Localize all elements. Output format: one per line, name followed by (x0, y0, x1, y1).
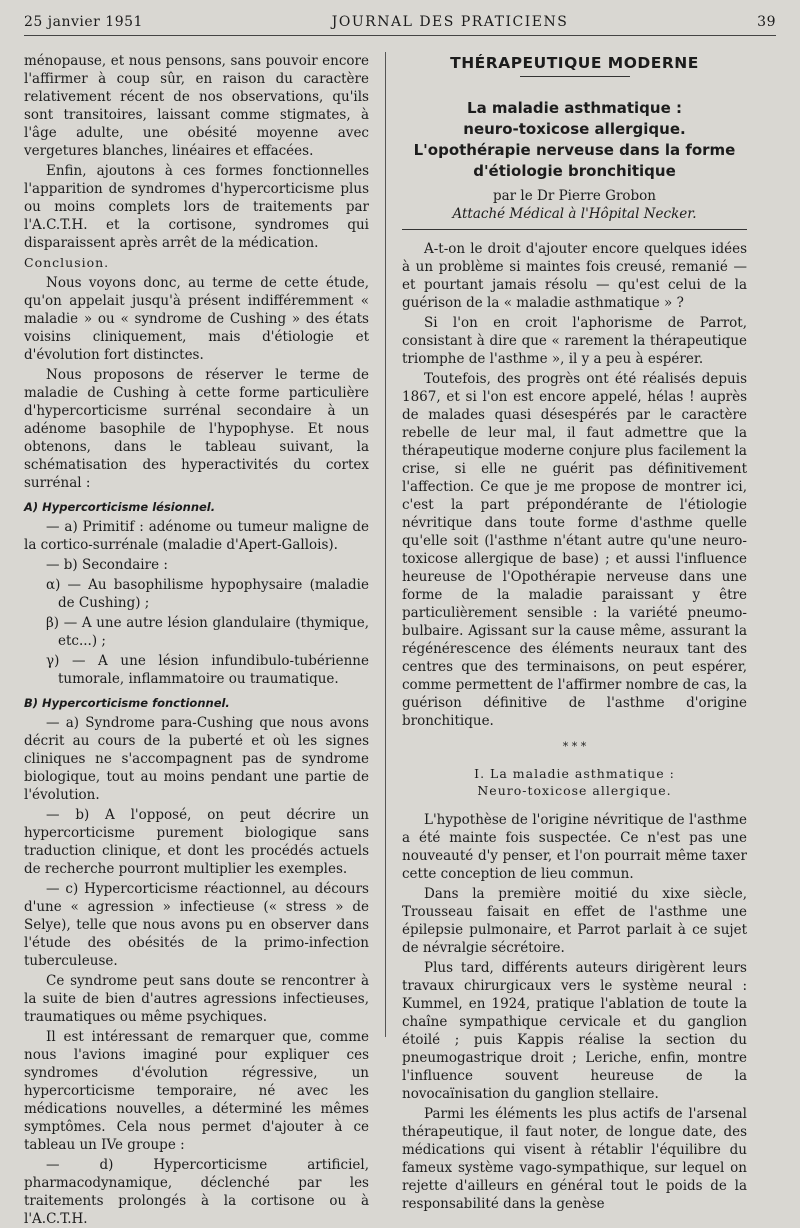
paragraph: Enfin, ajoutons à ces formes fonctionnelles l'apparition de syndromes d'hypercorticisme plus ou moins complets lors de traitements par l'A.C.T.H. et la cortisone, syndromes qui disparaissent après arrêt de la médication. (24, 163, 369, 251)
paragraph: Ce syndrome peut sans doute se rencontrer à la suite de bien d'autres agressions infectieuses, traumatiques ou même psychiques. (24, 973, 369, 1025)
subsection-heading-line-1: I. La maladie asthmatique : (474, 766, 675, 781)
paragraph: — a) Primitif : adénome ou tumeur maligne de la cortico-surrénale (maladie d'Apert-Gallois). (24, 519, 369, 553)
article-title-line-2: neuro-toxicose allergique. (463, 120, 686, 138)
paragraph: L'hypothèse de l'origine névritique de l'asthme a été mainte fois suspectée. Ce n'est pas une nouveauté d'y penser, et l'on pourrait même taxer cette conception de lieu commun. (402, 812, 747, 882)
article-author: par le Dr Pierre Grobon (492, 188, 656, 204)
classification-heading: A) Hypercorticisme lésionnel. (24, 500, 216, 514)
column-divider (385, 52, 386, 1037)
paragraph: — b) A l'opposé, on peut décrire un hypercorticisme purement biologique sans traduction clinique, et dont les procédés actuels de recherche pourront multiplier les exemples. (24, 807, 369, 877)
section-rule (520, 76, 630, 77)
paragraph: Toutefois, des progrès ont été réalisés depuis 1867, et si l'on est encore appelé, hélas ! auprès de malades quasi désespérés par le caractère rebelle de leur mal, il faut admettre que la thérapeutique moderne conjure plus facilement la crise, si elle ne guérit pas définitivement l'affection. Ce que je me propose de montrer ici, c'est la part prépondérante de l'étiologie névritique dans toute forme d'asthme quelle qu'elle soit (l'asthme n'étant autre qu'une neuro-toxicose allergique de base) ; et aussi l'influence heureuse de l'Opothérapie nerveuse dans une forme de la maladie paraissant y être particulièrement sensible : la variété pneumo-bulbaire. Agissant sur la cause même, assurant la régénérescence des éléments neuraux tant des centres que des terminaisons, on peut espérer, comme permettent de l'affirmer nombre de cas, la guérison définitive de l'asthme d'origine bronchitique. (402, 371, 748, 729)
paragraph: Si l'on en croit l'aphorisme de Parrot, consistant à dire que « rarement la thérapeutique triomphe de l'asthme », il y a peu à espérer. (402, 315, 747, 367)
paragraph: β) — A une autre lésion glandulaire (thymique, etc...) ; (46, 615, 369, 649)
paragraph: — a) Syndrome para-Cushing que nous avons décrit au cours de la puberté et où les signes cliniques ne s'accompagnent pas de syndrome biologique, tout au moins pendant une partie de l'évolution. (24, 715, 369, 803)
paragraph: A-t-on le droit d'ajouter encore quelques idées à un problème si maintes fois creusé, remanié — et pourtant jamais résolu — qu'est celui de la guérison de la « maladie asthmatique » ? (402, 241, 747, 311)
running-header (24, 14, 776, 36)
left-column (24, 52, 369, 1227)
classification-heading: B) Hypercorticisme fonctionnel. (24, 696, 230, 710)
section-separator-stars: * * * (562, 740, 587, 753)
paragraph: α) — Au basophilisme hypophysaire (maladie de Cushing) ; (46, 577, 369, 611)
article-subtitle-line-2: d'étiologie bronchitique (473, 162, 676, 180)
subsection-paragraphs (402, 811, 747, 1213)
header-page-number: 39 (757, 14, 776, 30)
paragraph: Plus tard, différents auteurs dirigèrent leurs travaux chirurgicaux vers le système neural : Kummel, en 1924, pratique l'ablation de toute la chaîne sympathique cervicale et du ganglion étoilé ; puis Kappis réalise la section du pneumogastrique droit ; Leriche, enfin, montre l'influence souvent heureuse de la novocaïnisation du ganglion stellaire. (402, 960, 747, 1102)
paragraph: Nous proposons de réserver le terme de maladie de Cushing à cette forme particulière d'hypercorticisme surrénal secondaire à un adénome basophile de l'hypophyse. Et nous obtenons, dans le tableau suivant, la schématisation des hyperactivités du cortex surrénal : (24, 367, 369, 491)
intro-paragraphs (402, 240, 747, 730)
article-subtitle-line-1: L'opothérapie nerveuse dans la forme (413, 141, 736, 159)
conclusion-heading: Conclusion. (24, 255, 110, 270)
paragraph: Parmi les éléments les plus actifs de l'arsenal thérapeutique, il faut noter, de longue date, des médications qui visent à rétablir l'équilibre du fameux système vago-sympathique, sur lequel on rejette d'ailleurs en général tout le poids de la responsabilité dans la genèse (402, 1106, 747, 1212)
paragraph: — b) Secondaire : (46, 557, 168, 573)
right-column (402, 52, 748, 1212)
subsection-heading-line-2: Neuro-toxicose allergique. (477, 783, 672, 798)
paragraph: ménopause, et nous pensons, sans pouvoir encore l'affirmer à coup sûr, en raison du caractère relativement récent de nos observations, qu'ils sont transitoires, laissant comme stigmates, à l'âge adulte, une obésité moyenne avec vergetures blanches, linéaires et effacées. (24, 53, 369, 159)
header-date: 25 janvier 1951 (24, 14, 143, 30)
section-title: THÉRAPEUTIQUE MODERNE (450, 54, 699, 72)
paragraph: — c) Hypercorticisme réactionnel, au décours d'une « agression » infectieuse (« stress » de Selye), telle que nous avons pu en observer dans l'étude des obésités de la primo-infection tuberculeuse. (24, 881, 369, 969)
paragraph: γ) — A une lésion infundibulo-tubérienne tumorale, inflammatoire ou traumatique. (46, 653, 369, 687)
article-title-line-1: La maladie asthmatique : (467, 99, 682, 117)
paragraph: Nous voyons donc, au terme de cette étude, qu'on appelait jusqu'à présent indifféremment « maladie » ou « syndrome de Cushing » des états voisins cliniquement, mais d'étiologie et d'évolution fort distinctes. (24, 275, 369, 363)
byline-rule (402, 229, 747, 230)
header-journal-title: JOURNAL DES PRATICIENS (331, 14, 569, 30)
paragraph: — d) Hypercorticisme artificiel, pharmacodynamique, déclenché par les traitements prolongés à la cortisone ou à l'A.C.T.H. (24, 1157, 369, 1227)
paragraph: Il est intéressant de remarquer que, comme nous l'avions imaginé pour expliquer ces syndromes d'évolution régressive, un hypercorticisme temporaire, né avec les médications nouvelles, a déterminé les mêmes symptômes. Cela nous permet d'ajouter à ce tableau un IVe groupe : (24, 1029, 369, 1153)
author-affiliation: Attaché Médical à l'Hôpital Necker. (452, 206, 697, 222)
paragraph: Dans la première moitié du xixe siècle, Trousseau faisait en effet de l'asthme une épilepsie pulmonaire, et Parrot parlait à ce sujet de névralgie sécrétoire. (402, 886, 747, 956)
